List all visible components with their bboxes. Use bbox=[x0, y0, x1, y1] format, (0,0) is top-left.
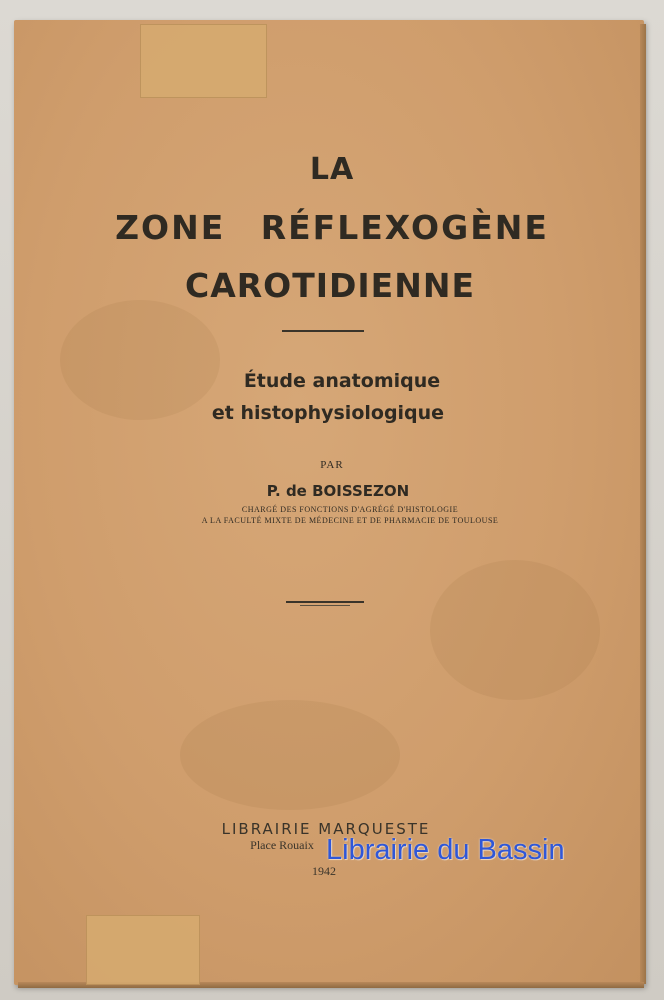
publisher-address: Place Rouaix bbox=[250, 838, 314, 852]
ornament-divider-sub bbox=[300, 605, 350, 606]
title-line-2: ZONE RÉFLEXOGÈNE bbox=[115, 208, 549, 247]
tape-bottom bbox=[86, 915, 200, 985]
author-name: P. de BOISSEZON bbox=[266, 482, 410, 500]
title-line-3: CAROTIDIENNE bbox=[184, 266, 475, 305]
cover-stain bbox=[430, 560, 600, 700]
cover-stain bbox=[180, 700, 400, 810]
shop-watermark: Librairie du Bassin bbox=[326, 834, 565, 866]
subtitle-line-2: et histophysiologique bbox=[211, 402, 445, 424]
ornament-divider bbox=[286, 601, 364, 603]
subtitle-line-1: Étude anatomique bbox=[243, 370, 441, 392]
publisher-name: LIBRAIRIE MARQUESTE bbox=[221, 820, 431, 838]
title-line-1: LA bbox=[309, 152, 355, 187]
tape-top bbox=[140, 24, 267, 98]
title-divider bbox=[282, 330, 364, 332]
author-credit-line-1: CHARGÉ DES FONCTIONS D'AGRÉGÉ D'HISTOLOGIE bbox=[241, 505, 459, 514]
author-credit-line-2: A LA FACULTÉ MIXTE DE MÉDECINE ET DE PHARMACIE DE TOULOUSE bbox=[201, 516, 499, 525]
by-label: PAR bbox=[320, 459, 344, 471]
publication-year: 1942 bbox=[312, 864, 336, 878]
